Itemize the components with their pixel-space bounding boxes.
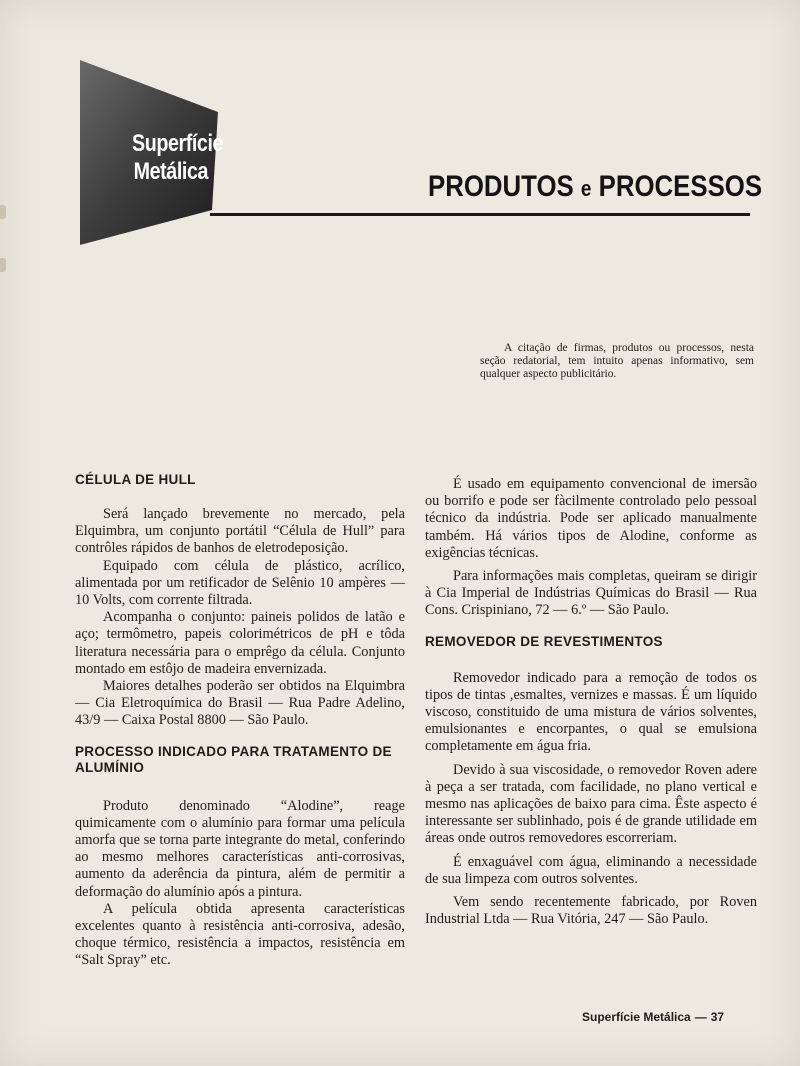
logo-text [132, 130, 223, 186]
section-heading-tratamento-aluminio: PROCESSO INDICADO PARA TRATAMENTO DE ALUMÍNIO [75, 743, 392, 775]
title-left: PRODUTOS [428, 170, 574, 203]
footer-magazine-name: Superfície Metálica [582, 1010, 691, 1024]
paragraph: A película obtida apresenta características excelentes quanto à resistência anti-corrosiva, adesão, choque térmico, resistência a impactos, resistência em “Salt Spray” etc. [75, 900, 405, 969]
paragraph: Produto denominado “Alodine”, reage quimicamente com o alumínio para formar uma película amorfa que se torna parte integrante do metal, conferindo ao mesmo melhores características anti-corrosivas, aumento da aderência da pintura, além de permitir a deformação do alumínio após a pintura. [75, 797, 405, 900]
paragraph: Para informações mais completas, queiram se dirigir à Cia Imperial de Indústrias Químicas do Brasil — Rua Cons. Crispiniano, 72 — 6.º — São Paulo. [425, 568, 757, 619]
paragraph: Maiores detalhes poderão ser obtidos na Elquimbra — Cia Eletroquímica do Brasil — Rua Padre Adelino, 43/9 — Caixa Postal 8800 — São Paulo. [75, 678, 405, 729]
paragraph: Vem sendo recentemente fabricado, por Roven Industrial Ltda — Rua Vitória, 247 — São Paulo. [425, 894, 757, 928]
logo-line-2: Metálica [133, 158, 209, 185]
paragraph: É usado em equipamento convencional de imersão ou borrifo e pode ser fàcilmente controlado pelo pessoal técnico da indústria. Pode ser aplicado manualmente também. Há vários tipos de Alodine, conforme as exigências técnicas. [425, 476, 757, 561]
page-number: 37 [710, 1010, 725, 1024]
title-right: PROCESSOS [598, 170, 763, 203]
paragraph: É enxaguável com água, eliminando a necessidade de sua limpeza com outros solventes. [425, 853, 757, 887]
magazine-logo [80, 60, 224, 245]
disclaimer-note: A citação de firmas, produtos ou processos, nesta seção redatorial, tem intuito apenas informativo, sem qualquer aspecto publicitário. [480, 342, 754, 380]
paragraph: Acompanha o conjunto: paineis polidos de latão e aço; termômetro, papeis colorimétricos de pH e tôda literatura necessária para o emprêgo da célula. Conjunto montado em estôjo de madeira envernizada. [75, 609, 405, 677]
page-footer [582, 1010, 724, 1024]
page-title [428, 170, 762, 204]
section-heading-celula-de-hull: CÉLULA DE HULL [75, 472, 196, 487]
paragraph: Devido à sua viscosidade, o removedor Roven adere à peça a ser tratada, com facilidade, no plano vertical e mesmo nas aplicações de baixo para cima. Êste aspecto é interessante ser sublinhado, pois é de grande utilidade em áreas onde outros removedores escorreriam. [425, 761, 757, 847]
title-conjunction: e [580, 176, 592, 201]
punch-hole-mark [0, 205, 6, 219]
footer-separator: — [694, 1010, 707, 1024]
paragraph: Removedor indicado para a remoção de todos os tipos de tintas ,esmaltes, vernizes e massas. É um líquido viscoso, constituido de uma mistura de vários solventes, emulsionantes e encorpantes, o qual se emulsiona completamente em água fria. [425, 669, 757, 755]
paragraph: Será lançado brevemente no mercado, pela Elquimbra, um conjunto portátil “Célula de Hull” para contrôles rápidos de banhos de eletrodeposição. [75, 506, 405, 557]
left-column [75, 472, 405, 970]
right-column [425, 476, 757, 928]
punch-hole-mark [0, 258, 6, 272]
title-divider [210, 213, 750, 216]
section-heading-removedor: REMOVEDOR DE REVESTIMENTOS [425, 633, 663, 649]
logo-line-1: Superfície [132, 130, 224, 157]
paragraph: Equipado com célula de plástico, acrílico, alimentada por um retificador de Selênio 10 ampères — 10 Volts, com corrente filtrada. [75, 557, 405, 609]
